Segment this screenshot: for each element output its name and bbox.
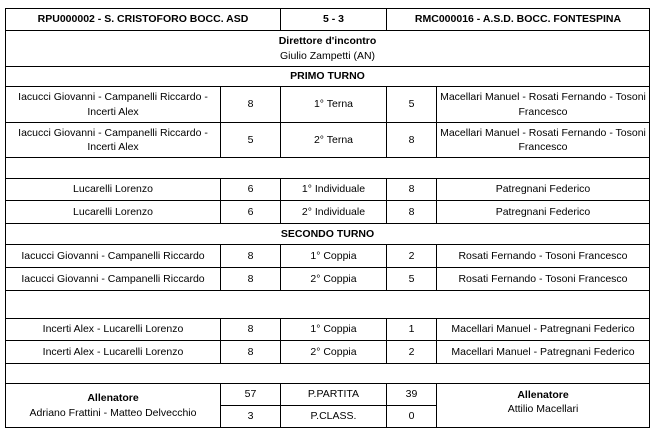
home-score: 5 (220, 122, 281, 158)
director-name: Giulio Zampetti (AN) (279, 49, 376, 62)
away-players: Patregnani Federico (436, 178, 650, 201)
match-score: 5 - 3 (280, 8, 387, 31)
home-players: Incerti Alex - Lucarelli Lorenzo (5, 340, 221, 364)
away-score: 5 (386, 86, 437, 123)
home-players: Lucarelli Lorenzo (5, 200, 221, 224)
away-players: Macellari Manuel - Patregnani Federico (436, 340, 650, 364)
game-type: 1° Coppia (280, 244, 387, 268)
away-score: 5 (386, 267, 437, 291)
spacer-row (5, 290, 650, 319)
away-score: 1 (386, 318, 437, 341)
table-row (5, 340, 650, 364)
away-coach-cell (436, 383, 650, 428)
home-players: Lucarelli Lorenzo (5, 178, 221, 201)
spacer-cell (5, 363, 650, 384)
table-row (5, 244, 650, 268)
home-coach-label: Allenatore (87, 392, 139, 405)
away-team-name: RMC000016 - A.S.D. BOCC. FONTESPINA (386, 8, 650, 31)
table-row (5, 318, 650, 341)
class-away: 0 (386, 405, 437, 428)
table-row (5, 267, 650, 291)
home-players: Incerti Alex - Lucarelli Lorenzo (5, 318, 221, 341)
away-players: Macellari Manuel - Patregnani Federico (436, 318, 650, 341)
away-players: Macellari Manuel - Rosati Fernando - Tosoni Francesco (436, 86, 650, 123)
away-score: 8 (386, 200, 437, 224)
away-score: 8 (386, 178, 437, 201)
class-label: P.CLASS. (280, 405, 387, 428)
away-score: 2 (386, 340, 437, 364)
primo-turno-title: PRIMO TURNO (5, 66, 650, 87)
game-type: 2° Coppia (280, 340, 387, 364)
class-home: 3 (220, 405, 281, 428)
table-row (5, 200, 650, 224)
home-team-name: RPU000002 - S. CRISTOFORO BOCC. ASD (5, 8, 281, 31)
spacer-cell (5, 290, 650, 319)
director-cell (5, 30, 650, 67)
secondo-turno-title: SECONDO TURNO (5, 223, 650, 245)
home-players: Iacucci Giovanni - Campanelli Riccardo - Incerti Alex (5, 122, 221, 158)
table-row (5, 86, 650, 123)
home-score: 6 (220, 200, 281, 224)
away-players: Patregnani Federico (436, 200, 650, 224)
primo-turno-title-row (5, 66, 650, 87)
home-players: Iacucci Giovanni - Campanelli Riccardo (5, 267, 221, 291)
away-coach-name: Attilio Macellari (507, 403, 579, 416)
home-score: 8 (220, 340, 281, 364)
header-row (5, 8, 650, 31)
home-score: 8 (220, 318, 281, 341)
footer-row (5, 383, 650, 428)
spacer-row (5, 363, 650, 384)
match-report-sheet (5, 8, 650, 428)
away-players: Macellari Manuel - Rosati Fernando - Tosoni Francesco (436, 122, 650, 158)
home-score: 8 (220, 86, 281, 123)
home-score: 8 (220, 244, 281, 268)
table-row (5, 122, 650, 158)
spacer-cell (5, 157, 650, 179)
secondo-turno-title-row (5, 223, 650, 245)
away-coach-label: Allenatore (517, 389, 569, 401)
home-players: Iacucci Giovanni - Campanelli Riccardo - Incerti Alex (5, 86, 221, 123)
game-type: 1° Coppia (280, 318, 387, 341)
director-row (5, 30, 650, 67)
away-score: 8 (386, 122, 437, 158)
home-players: Iacucci Giovanni - Campanelli Riccardo (5, 244, 221, 268)
home-coach-name: Adriano Frattini - Matteo Delvecchio (29, 406, 197, 419)
partita-home: 57 (220, 383, 281, 406)
game-type: 2° Coppia (280, 267, 387, 291)
game-type: 2° Terna (280, 122, 387, 158)
home-score: 6 (220, 178, 281, 201)
home-score: 8 (220, 267, 281, 291)
home-coach-cell (5, 383, 221, 428)
table-row (5, 178, 650, 201)
away-players: Rosati Fernando - Tosoni Francesco (436, 267, 650, 291)
spacer-row (5, 157, 650, 179)
away-players: Rosati Fernando - Tosoni Francesco (436, 244, 650, 268)
partita-away: 39 (386, 383, 437, 406)
game-type: 1° Terna (280, 86, 387, 123)
game-type: 2° Individuale (280, 200, 387, 224)
game-type: 1° Individuale (280, 178, 387, 201)
partita-label: P.PARTITA (280, 383, 387, 406)
director-label: Direttore d'incontro (278, 35, 377, 48)
away-score: 2 (386, 244, 437, 268)
